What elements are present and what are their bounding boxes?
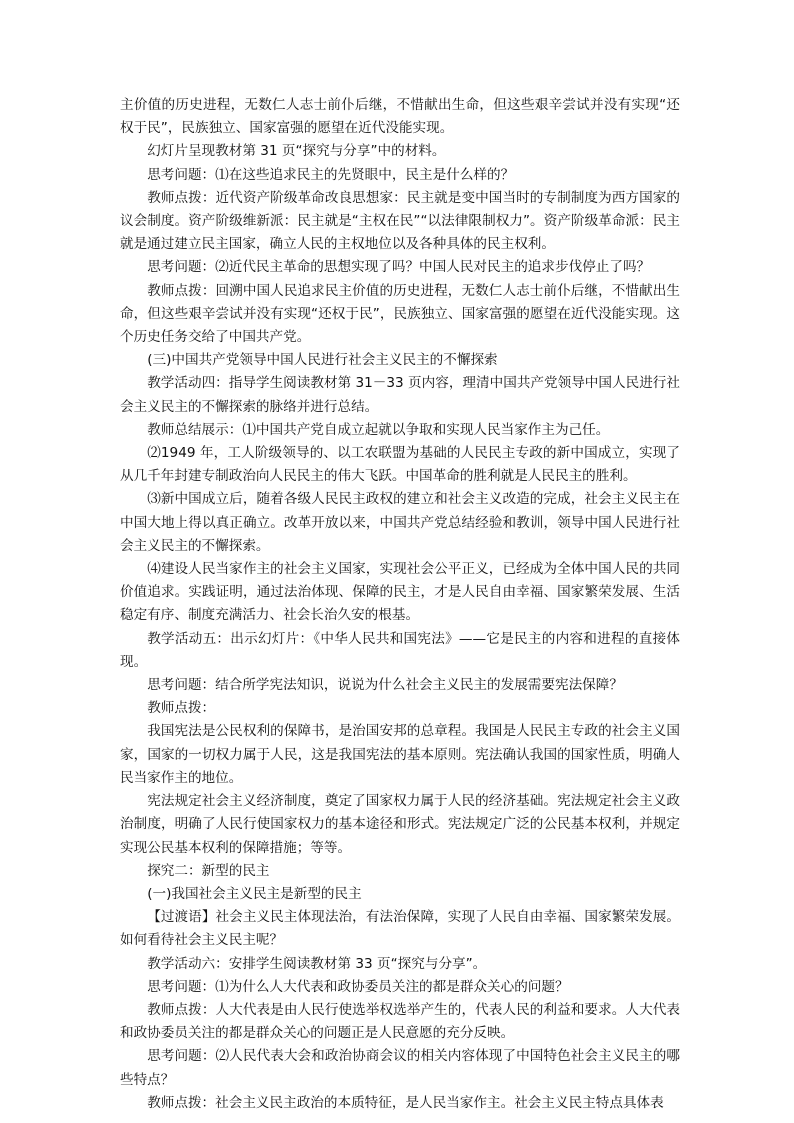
paragraph-24: 思考问题：⑵人民代表大会和政治协商会议的相关内容体现了中国特色社会主义民主的哪些特点？ <box>120 1048 680 1088</box>
paragraph-23: 教师点拨：人大代表是由人民行使选举权选举产生的，代表人民的利益和要求。人大代表和政协委员关注的都是群众关心的问题正是人民意愿的充分反映。 <box>120 1001 680 1042</box>
paragraph-8: 教学活动四：指导学生阅读教材第 31－33 页内容，理清中国共产党领导中国人民进行社会主义民主的不懈探索的脉络并进行总结。 <box>120 375 681 415</box>
paragraph-16: 我国宪法是公民权利的保障书，是治国安邦的总章程。我国是人民民主专政的社会主义国家，国家的一切权力属于人民，这是我国宪法的基本原则。宪法确认我国的国家性质，明确人民当家作主的地位。 <box>120 723 680 786</box>
paragraph-15: 教师点拨： <box>147 700 216 717</box>
paragraph-21: 教学活动六：安排学生阅读教材第 33 页“探究与分享”。 <box>147 955 487 972</box>
paragraph-17: 宪法规定社会主义经济制度，奠定了国家权力属于人民的经济基础。宪法规定社会主义政治制度，明确了人民行使国家权力的基本途径和形式。宪法规定广泛的公民基本权利，并规定实现公民基本权利的保障措施；等等。 <box>120 793 680 856</box>
paragraph-2: 幻灯片呈现教材第 31 页“探究与分享”中的材料。 <box>147 143 446 160</box>
paragraph-22: 思考问题：⑴为什么人大代表和政协委员关注的都是群众关心的问题？ <box>147 978 569 995</box>
paragraph-1: 主价值的历史进程，无数仁人志士前仆后继，不惜献出生命，但这些艰辛尝试并没有实现“还权于民”，民族独立、国家富强的愿望在近代没能实现。 <box>120 97 680 137</box>
paragraph-20: 【过渡语】社会主义民主体现法治，有法治保障，实现了人民自由幸福、国家繁荣发展。如何看待社会主义民主呢？ <box>120 909 680 949</box>
section-heading-explore-2: 探究二：新型的民主 <box>147 862 270 879</box>
paragraph-3: 思考问题：⑴在这些追求民主的先贤眼中，民主是什么样的？ <box>147 166 515 183</box>
paragraph-4: 教师点拨：近代资产阶级革命改良思想家：民主就是变中国当时的专制制度为西方国家的议会制度。资产阶级维新派：民主就是“主权在民”“以法律限制权力”。资产阶级革命派：民主就是通过建立民主国家，确立人民的主权地位以及各种具体的民主权利。 <box>120 189 680 253</box>
paragraph-13: 教学活动五：出示幻灯片：《中华人民共和国宪法》——它是民主的内容和进程的直接体现。 <box>120 630 680 670</box>
paragraph-25: 教师点拨：社会主义民主政治的本质特征，是人民当家作主。社会主义民主特点具体表 <box>147 1094 664 1111</box>
paragraph-6: 教师点拨：回溯中国人民追求民主价值的历史进程，无数仁人志士前仆后继，不惜献出生命，但这些艰辛尝试并没有实现“还权于民”，民族独立、国家富强的愿望在近代没能实现。这个历史任务交给了中国共产党。 <box>120 282 680 346</box>
paragraph-9: 教师总结展示：⑴中国共产党自成立起就以争取和实现人民当家作主为己任。 <box>147 421 610 438</box>
paragraph-11: ⑶新中国成立后，随着各级人民民主政权的建立和社会主义改造的完成，社会主义民主在中国大地上得以真正确立。改革开放以来，中国共产党总结经验和教训，领导中国人民进行社会主义民主的不懈探索。 <box>120 491 680 554</box>
document-page <box>120 94 680 1115</box>
section-heading-1: (一)我国社会主义民主是新型的民主 <box>147 885 362 902</box>
paragraph-12: ⑷建设人民当家作主的社会主义国家，实现社会公平正义，已经成为全体中国人民的共同价值追求。实践证明，通过法治体现、保障的民主，才是人民自由幸福、国家繁荣发展、生活稳定有序、制度充满活力、社会长治久安的根基。 <box>120 561 680 624</box>
paragraph-14: 思考问题：结合所学宪法知识，说说为什么社会主义民主的发展需要宪法保障？ <box>147 677 623 694</box>
paragraph-10: ⑵1949 年，工人阶级领导的、以工农联盟为基础的人民民主专政的新中国成立，实现了从几千年封建专制政治向人民民主的伟大飞跃。中国革命的胜利就是人民民主的胜利。 <box>120 445 680 485</box>
paragraph-5: 思考问题：⑵近代民主革命的思想实现了吗？中国人民对民主的追求步伐停止了吗？ <box>147 259 651 276</box>
section-heading-3: (三)中国共产党领导中国人民进行社会主义民主的不懈探索 <box>147 352 498 369</box>
